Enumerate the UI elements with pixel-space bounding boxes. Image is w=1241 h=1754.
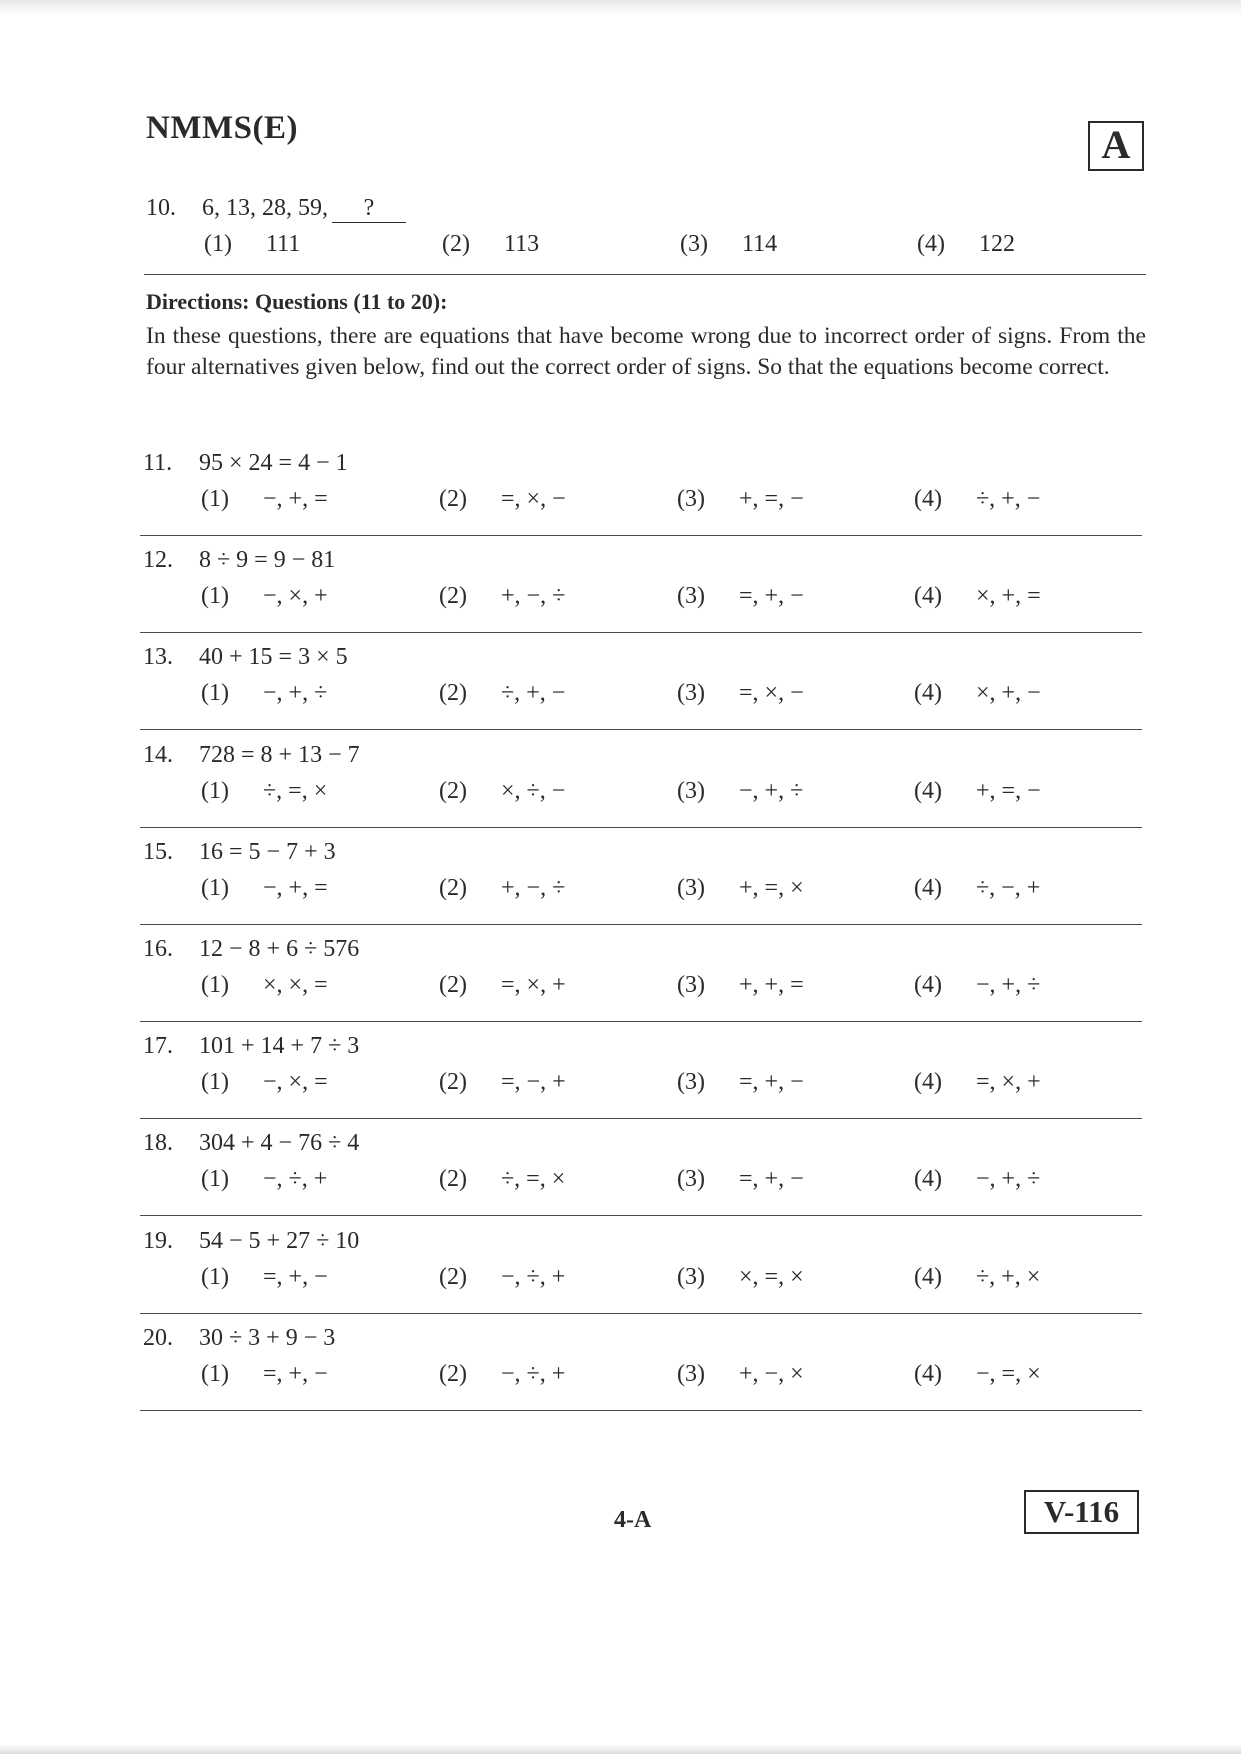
option-label: (3)	[677, 1069, 705, 1095]
option-value: −, =, ×	[976, 1361, 1041, 1387]
question-stem	[143, 1125, 1143, 1161]
question-number: 10.	[146, 195, 176, 221]
option-1[interactable]	[201, 773, 327, 809]
option-2[interactable]	[439, 1064, 566, 1100]
option-label: (4)	[914, 1361, 942, 1387]
option-value: −, ÷, +	[263, 1166, 328, 1192]
option-4[interactable]	[914, 870, 1040, 906]
divider-line	[140, 1410, 1142, 1411]
option-2[interactable]	[439, 967, 566, 1003]
option-value: −, ×, +	[263, 583, 328, 609]
option-label: (4)	[914, 875, 942, 901]
option-1[interactable]	[201, 481, 328, 517]
question-item	[143, 1320, 1143, 1392]
option-3[interactable]	[677, 1259, 804, 1295]
option-label: (4)	[917, 231, 945, 257]
option-4[interactable]	[914, 1161, 1040, 1197]
question-stem	[143, 834, 1143, 870]
option-4[interactable]	[917, 226, 1015, 262]
option-1[interactable]	[201, 1161, 327, 1197]
option-3[interactable]	[677, 578, 804, 614]
option-label: (1)	[201, 1069, 229, 1095]
equation-text: 12 − 8 + 6 ÷ 576	[199, 936, 360, 962]
option-value: =, +, −	[263, 1264, 328, 1290]
option-label: (2)	[439, 1069, 467, 1095]
question-item	[143, 639, 1143, 711]
option-3[interactable]	[677, 870, 804, 906]
option-label: (2)	[439, 680, 467, 706]
equation-text: 728 = 8 + 13 − 7	[199, 742, 360, 768]
options-row	[146, 226, 1146, 262]
option-value: =, ×, +	[501, 972, 566, 998]
question-item	[143, 1028, 1143, 1100]
option-label: (1)	[201, 972, 229, 998]
option-value: ÷, +, −	[976, 486, 1041, 512]
option-value: ÷, −, +	[976, 875, 1041, 901]
question-item	[143, 1223, 1143, 1295]
question-item	[143, 737, 1143, 809]
option-4[interactable]	[914, 1356, 1041, 1392]
divider-line	[140, 535, 1142, 536]
question-item	[143, 1125, 1143, 1197]
question-10	[146, 190, 1146, 262]
option-value: 122	[979, 231, 1015, 257]
options-row	[143, 1259, 1143, 1295]
option-value: ×, ×, =	[263, 972, 328, 998]
option-label: (4)	[914, 972, 942, 998]
equation-text: 30 ÷ 3 + 9 − 3	[199, 1325, 336, 1351]
option-1[interactable]	[201, 1259, 328, 1295]
question-stem	[146, 190, 1146, 226]
divider-line	[140, 827, 1142, 828]
option-label: (4)	[914, 583, 942, 609]
option-label: (4)	[914, 1264, 942, 1290]
option-value: −, +, =	[263, 875, 328, 901]
options-row	[143, 1161, 1143, 1197]
option-label: (2)	[439, 583, 467, 609]
option-label: (4)	[914, 778, 942, 804]
option-3[interactable]	[680, 226, 777, 262]
option-label: (1)	[201, 583, 229, 609]
options-row	[143, 967, 1143, 1003]
options-row	[143, 675, 1143, 711]
option-value: =, −, +	[501, 1069, 566, 1095]
answer-blank: ?	[332, 194, 406, 223]
option-value: ÷, =, ×	[501, 1166, 566, 1192]
exam-title: NMMS(E)	[146, 110, 298, 146]
option-label: (4)	[914, 680, 942, 706]
question-number: 12.	[143, 547, 173, 573]
directions-title: Directions: Questions (11 to 20):	[146, 289, 448, 314]
option-value: +, +, =	[739, 972, 804, 998]
option-value: ×, ÷, −	[501, 778, 566, 804]
option-3[interactable]	[677, 1356, 804, 1392]
option-label: (1)	[201, 680, 229, 706]
divider-line	[140, 1313, 1142, 1314]
option-value: −, ×, =	[263, 1069, 328, 1095]
options-row	[143, 481, 1143, 517]
option-value: =, +, −	[739, 1166, 804, 1192]
question-item	[143, 931, 1143, 1003]
option-2[interactable]	[439, 1356, 565, 1392]
option-label: (2)	[439, 972, 467, 998]
question-stem	[143, 1320, 1143, 1356]
question-item	[143, 834, 1143, 906]
option-3[interactable]	[677, 967, 804, 1003]
option-value: =, +, −	[263, 1361, 328, 1387]
question-number: 11.	[143, 450, 173, 476]
option-label: (3)	[677, 486, 705, 512]
option-value: −, +, ÷	[976, 1166, 1041, 1192]
option-value: +, −, ÷	[501, 583, 566, 609]
option-value: 111	[266, 231, 301, 257]
option-value: +, −, ×	[739, 1361, 804, 1387]
option-label: (2)	[439, 486, 467, 512]
option-3[interactable]	[677, 773, 803, 809]
option-2[interactable]	[439, 1161, 565, 1197]
option-3[interactable]	[677, 1064, 804, 1100]
divider-line	[140, 1118, 1142, 1119]
question-number: 17.	[143, 1033, 173, 1059]
option-1[interactable]	[201, 870, 328, 906]
question-stem	[143, 1223, 1143, 1259]
option-label: (2)	[439, 1361, 467, 1387]
question-number: 19.	[143, 1228, 173, 1254]
divider-line	[140, 1021, 1142, 1022]
equation-text: 54 − 5 + 27 ÷ 10	[199, 1228, 360, 1254]
option-3[interactable]	[677, 675, 804, 711]
question-stem	[143, 445, 1143, 481]
question-stem	[143, 639, 1143, 675]
equation-text: 8 ÷ 9 = 9 − 81	[199, 547, 336, 573]
question-number: 20.	[143, 1325, 173, 1351]
option-value: −, +, =	[263, 486, 328, 512]
option-label: (3)	[677, 1264, 705, 1290]
option-value: ×, +, =	[976, 583, 1041, 609]
option-3[interactable]	[677, 1161, 804, 1197]
question-number: 15.	[143, 839, 173, 865]
option-label: (4)	[914, 1166, 942, 1192]
option-2[interactable]	[439, 870, 565, 906]
option-value: =, ×, +	[976, 1069, 1041, 1095]
option-label: (3)	[677, 583, 705, 609]
option-1[interactable]	[201, 1064, 328, 1100]
question-stem	[143, 1028, 1143, 1064]
option-4[interactable]	[914, 967, 1040, 1003]
option-label: (2)	[439, 1166, 467, 1192]
option-value: +, =, −	[976, 778, 1041, 804]
option-value: ÷, =, ×	[263, 778, 328, 804]
option-label: (2)	[439, 778, 467, 804]
question-item	[143, 445, 1143, 517]
option-4[interactable]	[914, 481, 1040, 517]
option-value: 114	[742, 231, 778, 257]
option-2[interactable]	[442, 226, 539, 262]
option-2[interactable]	[439, 773, 565, 809]
option-1[interactable]	[201, 675, 327, 711]
option-1[interactable]	[201, 967, 328, 1003]
option-value: =, ×, −	[501, 486, 566, 512]
option-value: −, +, ÷	[976, 972, 1041, 998]
options-row	[143, 1356, 1143, 1392]
option-2[interactable]	[439, 1259, 565, 1295]
option-value: ÷, +, −	[501, 680, 566, 706]
equation-text: 40 + 15 = 3 × 5	[199, 644, 348, 670]
option-label: (3)	[677, 1361, 705, 1387]
directions-text: In these questions, there are equations that have become wrong due to incorrect order of signs. From the four alternatives given below, find out the correct order of signs. So that the equations become correct.	[146, 323, 1146, 380]
set-code-box: A	[1088, 121, 1144, 171]
option-value: =, +, −	[739, 583, 804, 609]
question-number: 16.	[143, 936, 173, 962]
question-item	[143, 542, 1143, 614]
question-number: 14.	[143, 742, 173, 768]
options-row	[143, 578, 1143, 614]
option-value: 113	[504, 231, 540, 257]
option-label: (3)	[677, 1166, 705, 1192]
option-label: (1)	[201, 875, 229, 901]
page-number: 4-A	[614, 1507, 652, 1533]
divider-line	[144, 274, 1146, 275]
option-4[interactable]	[914, 773, 1041, 809]
option-value: =, +, −	[739, 1069, 804, 1095]
question-text: 6, 13, 28, 59,	[202, 195, 328, 221]
option-4[interactable]	[914, 578, 1041, 614]
option-value: −, ÷, +	[501, 1264, 566, 1290]
option-2[interactable]	[439, 675, 565, 711]
option-value: =, ×, −	[739, 680, 804, 706]
option-label: (2)	[439, 1264, 467, 1290]
option-label: (3)	[677, 972, 705, 998]
scan-edge-top	[0, 0, 1241, 14]
directions-block	[146, 287, 1146, 383]
question-stem	[143, 931, 1143, 967]
option-label: (2)	[439, 875, 467, 901]
divider-line	[140, 729, 1142, 730]
option-label: (3)	[677, 778, 705, 804]
option-value: +, −, ÷	[501, 875, 566, 901]
option-label: (3)	[680, 231, 708, 257]
equation-text: 95 × 24 = 4 − 1	[199, 450, 348, 476]
option-label: (1)	[201, 778, 229, 804]
option-value: +, =, −	[739, 486, 804, 512]
divider-line	[140, 1215, 1142, 1216]
option-3[interactable]	[677, 481, 804, 517]
option-value: +, =, ×	[739, 875, 804, 901]
equation-text: 16 = 5 − 7 + 3	[199, 839, 336, 865]
options-row	[143, 870, 1143, 906]
options-row	[143, 1064, 1143, 1100]
option-2[interactable]	[439, 481, 566, 517]
equation-text: 101 + 14 + 7 ÷ 3	[199, 1033, 360, 1059]
question-stem	[143, 542, 1143, 578]
option-label: (1)	[204, 231, 232, 257]
paper-code-box: V-116	[1024, 1490, 1139, 1534]
option-label: (4)	[914, 486, 942, 512]
divider-line	[140, 924, 1142, 925]
option-4[interactable]	[914, 1064, 1041, 1100]
option-value: ×, =, ×	[739, 1264, 804, 1290]
option-4[interactable]	[914, 675, 1041, 711]
option-1[interactable]	[201, 578, 328, 614]
option-1[interactable]	[201, 1356, 328, 1392]
option-4[interactable]	[914, 1259, 1040, 1295]
question-stem	[143, 737, 1143, 773]
option-label: (3)	[677, 875, 705, 901]
option-value: ÷, +, ×	[976, 1264, 1041, 1290]
question-number: 13.	[143, 644, 173, 670]
option-2[interactable]	[439, 578, 565, 614]
option-label: (1)	[201, 1361, 229, 1387]
option-label: (3)	[677, 680, 705, 706]
option-value: −, +, ÷	[263, 680, 328, 706]
option-value: −, +, ÷	[739, 778, 804, 804]
option-1[interactable]	[204, 226, 300, 262]
equation-text: 304 + 4 − 76 ÷ 4	[199, 1130, 360, 1156]
option-label: (2)	[442, 231, 470, 257]
option-label: (1)	[201, 486, 229, 512]
option-value: ×, +, −	[976, 680, 1041, 706]
divider-line	[140, 632, 1142, 633]
option-label: (1)	[201, 1166, 229, 1192]
option-value: −, ÷, +	[501, 1361, 566, 1387]
option-label: (4)	[914, 1069, 942, 1095]
options-row	[143, 773, 1143, 809]
scan-edge-bottom	[0, 1744, 1241, 1754]
question-number: 18.	[143, 1130, 173, 1156]
option-label: (1)	[201, 1264, 229, 1290]
